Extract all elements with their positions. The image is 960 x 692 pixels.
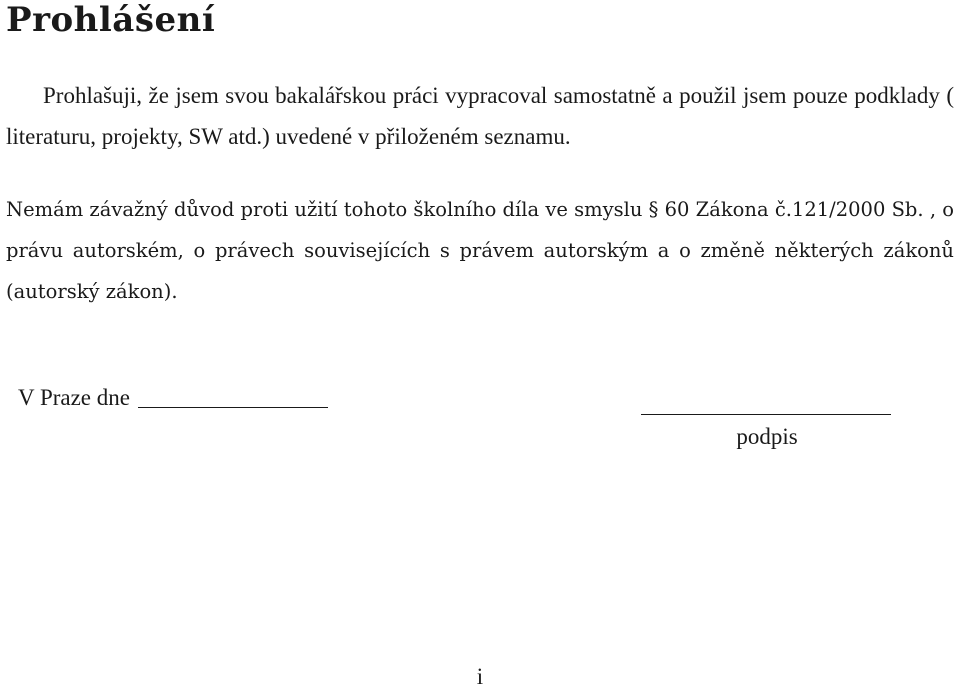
- declaration-paragraph: Prohlašuji, že jsem svou bakalářskou práci vypracoval samostatně a použil jsem pouze podklady ( literaturu, projekty, SW atd.) uvedené v přiloženém seznamu.: [6, 83, 954, 149]
- page-title: Prohlášení: [6, 0, 216, 40]
- copyright-paragraph: Nemám závažný důvod proti užití tohoto školního díla ve smyslu § 60 Zákona č.121/2000 Sb. , o právu autorském, o právech souvisejících s právem autorským a o změně některých zákonů (autorský zákon).: [6, 198, 954, 303]
- signature-block: [641, 414, 891, 455]
- date-line: [138, 407, 328, 408]
- signature-label: podpis: [736, 424, 798, 449]
- page-number: i: [476, 664, 484, 689]
- place-date-row: [18, 380, 328, 416]
- place-date-label: V Praze dne: [18, 385, 130, 410]
- signature-line: [641, 414, 891, 415]
